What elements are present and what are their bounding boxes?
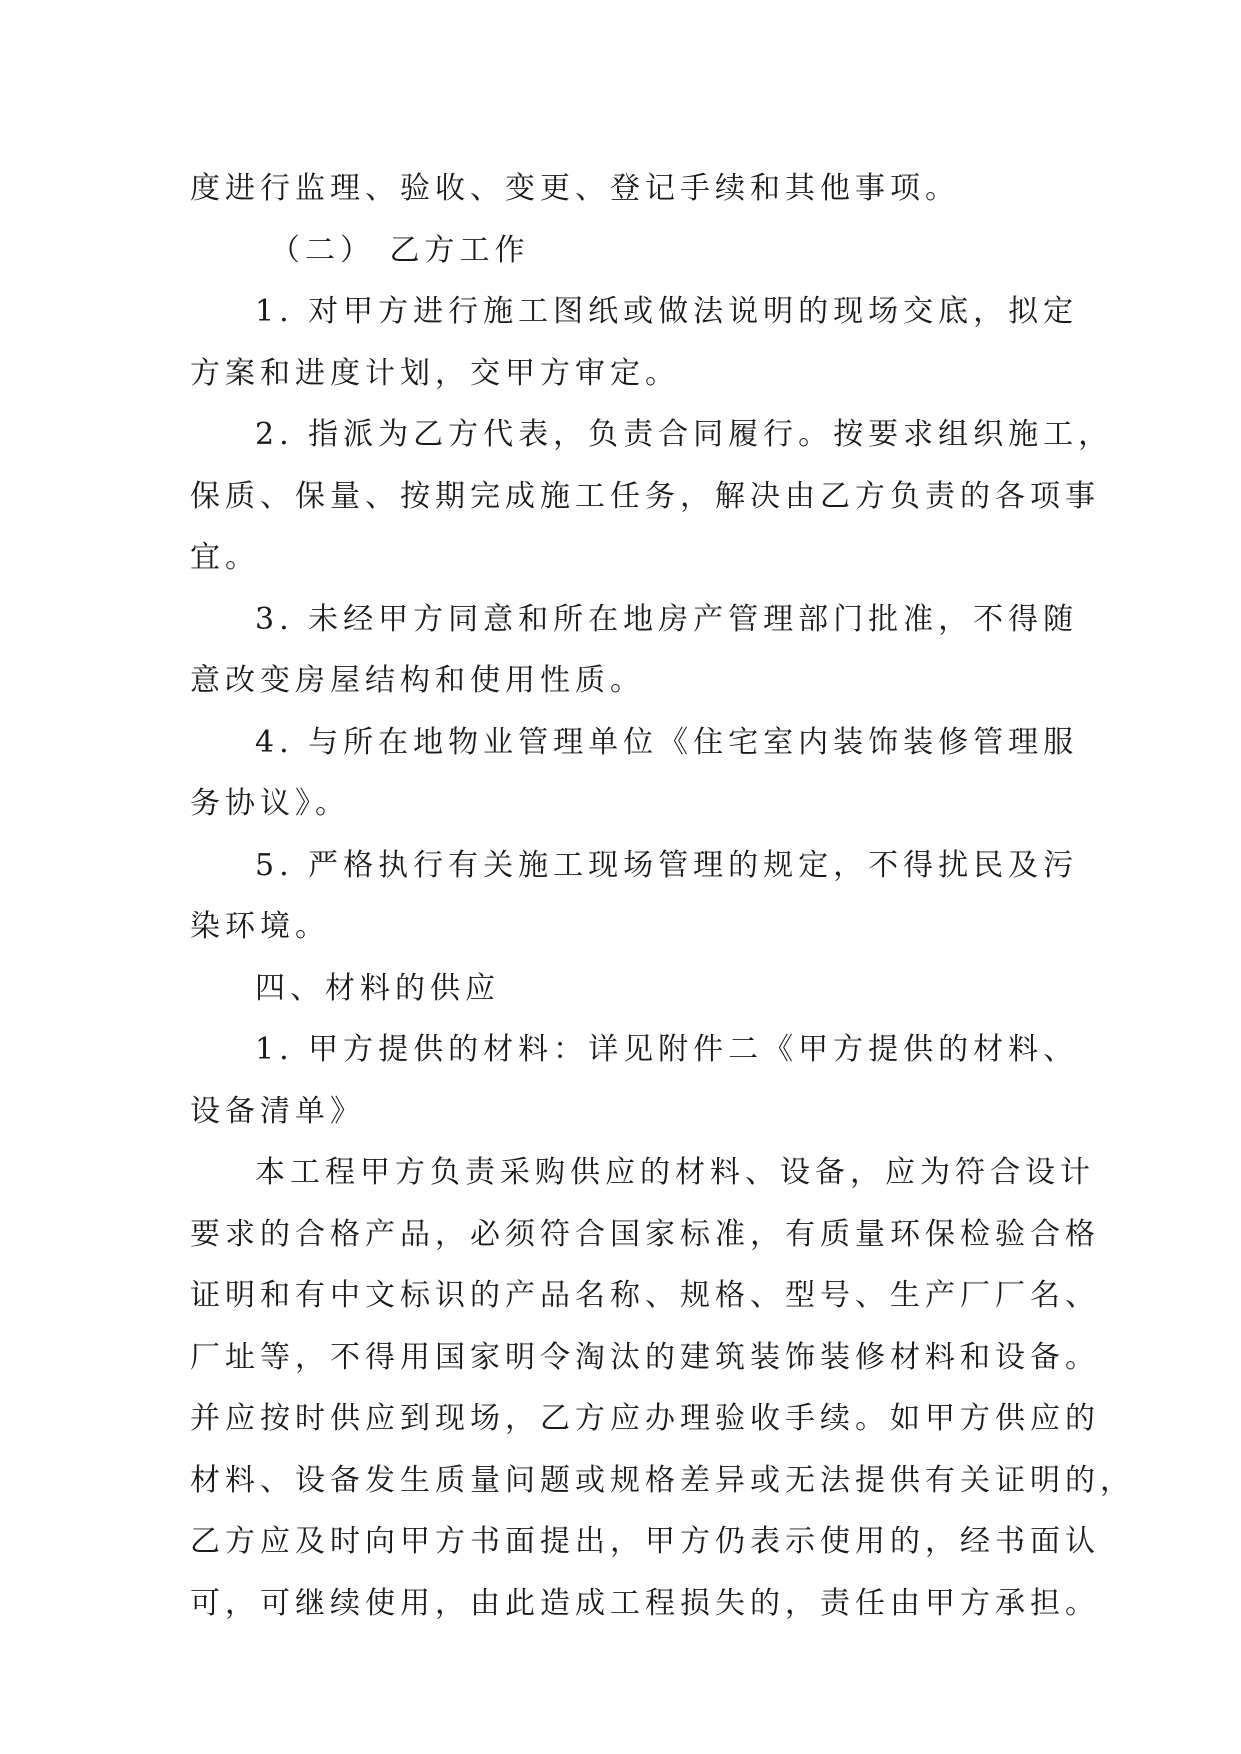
text-line: 宜。 <box>190 540 260 575</box>
text-line: 乙方应及时向甲方书面提出，甲方仍表示使用的，经书面认 <box>190 1524 1100 1559</box>
text-line: 2. 指派为乙方代表，负责合同履行。按要求组织施工， <box>255 417 1114 452</box>
text-line: 3. 未经甲方同意和所在地房产管理部门批准，不得随 <box>255 601 1079 637</box>
text-line: 并应按时供应到现场，乙方应办理验收手续。如甲方供应的 <box>190 1401 1100 1436</box>
text-line: 意改变房屋结构和使用性质。 <box>190 663 645 698</box>
text-line: 证明和有中文标识的产品名称、规格、型号、生产厂厂名、 <box>190 1278 1100 1313</box>
text-line: 1. 甲方提供的材料：详见附件二《甲方提供的材料、 <box>255 1032 1079 1067</box>
text-line: 可，可继续使用，由此造成工程损失的，责任由甲方承担。 <box>190 1585 1100 1621</box>
text-line: 度进行监理、验收、变更、登记手续和其他事项。 <box>190 171 960 206</box>
section-heading: （二） 乙方工作 <box>270 232 530 268</box>
text-line: 1. 对甲方进行施工图纸或做法说明的现场交底，拟定 <box>255 294 1079 329</box>
text-line: 方案和进度计划，交甲方审定。 <box>190 355 680 391</box>
text-line: 本工程甲方负责采购供应的材料、设备，应为符合设计 <box>255 1155 1095 1190</box>
text-line: 材料、设备发生质量问题或规格差异或无法提供有关证明的， <box>190 1462 1135 1498</box>
text-line: 保质、保量、按期完成施工任务，解决由乙方负责的各项事 <box>190 478 1100 514</box>
text-line: 务协议》。 <box>190 786 350 821</box>
text-line: 设备清单》 <box>190 1093 365 1129</box>
section-heading: 四、材料的供应 <box>255 970 500 1006</box>
text-line: 厂址等，不得用国家明令淘汰的建筑装饰装修材料和设备。 <box>190 1339 1100 1375</box>
text-line: 5. 严格执行有关施工现场管理的规定，不得扰民及污 <box>255 847 1079 883</box>
document-body <box>190 158 1135 1634</box>
text-line: 要求的合格产品，必须符合国家标准，有质量环保检验合格 <box>190 1216 1100 1252</box>
text-line: 染环境。 <box>190 909 330 944</box>
text-line: 4. 与所在地物业管理单位《住宅室内装饰装修管理服 <box>255 724 1079 760</box>
